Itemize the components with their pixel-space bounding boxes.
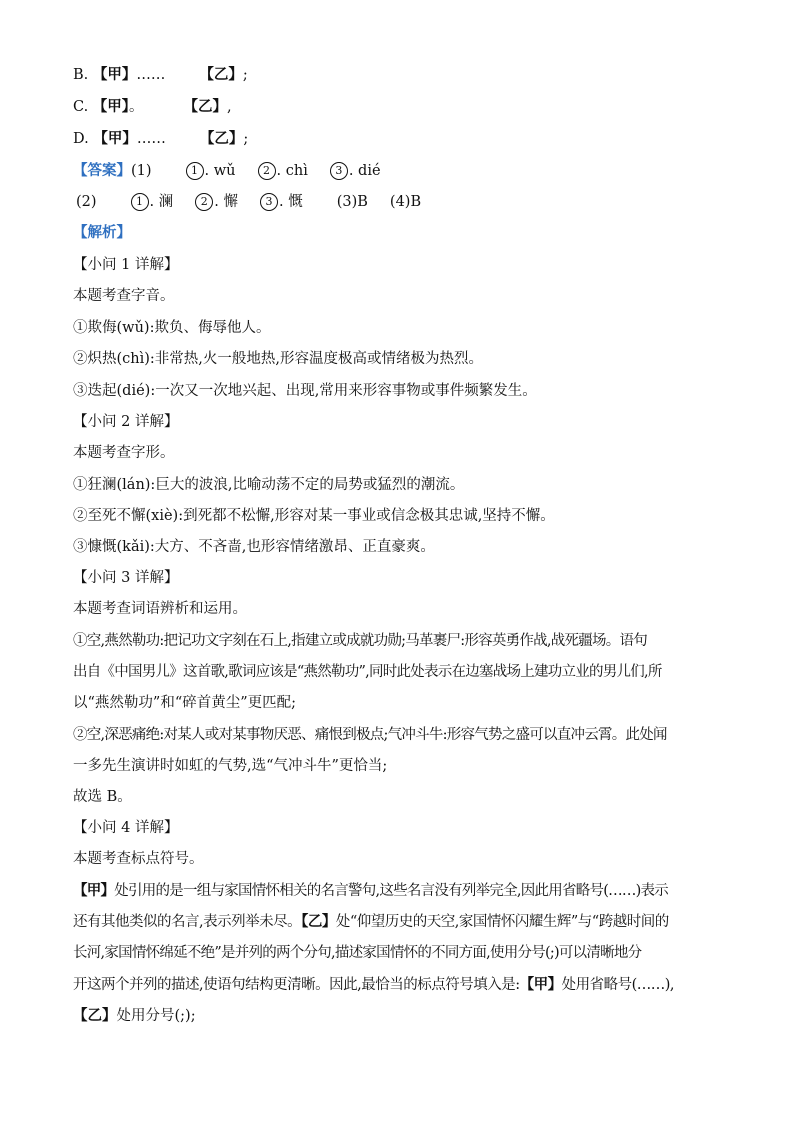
circled-number: 1	[186, 162, 204, 180]
yi-marker: 【乙】	[73, 1007, 117, 1024]
sub-question-number: (1)	[131, 163, 152, 179]
analysis-line: ③慷慨(kǎi):大方、不吝啬,也形容情绪激昂、正直豪爽。	[73, 539, 435, 555]
option-label: B.	[73, 67, 93, 83]
answer-line-2	[76, 192, 421, 212]
analysis-text: 处“仰望历史的天空,家国情怀闪耀生辉”与“跨越时间的	[335, 914, 669, 930]
analysis-line: ③迭起(dié):一次又一次地兴起、出现,常用来形容事物或事件频繁发生。	[73, 383, 537, 399]
option-b	[73, 65, 248, 85]
answer-item: . wǔ	[204, 163, 236, 179]
analysis-line: ②空,深恶痛绝:对某人或对某事物厌恶、痛恨到极点;气冲斗牛:形容气势之盛可以直冲云霄。此处闻	[73, 727, 667, 743]
answer-item: . 澜	[149, 194, 174, 210]
analysis-line: ①欺侮(wǔ):欺负、侮辱他人。	[73, 320, 271, 336]
jia-marker: 【甲】	[92, 98, 130, 115]
option-mark: ……	[136, 131, 166, 147]
option-mark: ……	[136, 67, 166, 83]
answer-item: . 慨	[278, 194, 303, 210]
answer-item: . dié	[348, 163, 381, 179]
jia-marker: 【甲】	[92, 66, 137, 83]
analysis-line	[73, 1006, 196, 1026]
answer-item: (3)B	[336, 194, 368, 210]
option-label: C.	[73, 99, 93, 115]
section-intro: 本题考查字形。	[73, 445, 175, 461]
analysis-text: 处用省略号(……),	[561, 977, 675, 993]
yi-marker: 【乙】	[301, 913, 336, 930]
yi-marker: 【乙】	[183, 98, 228, 115]
option-d	[73, 129, 248, 149]
analysis-text: 处引用的是一组与家国情怀相关的名言警句,这些名言没有列举完全,因此用省略号(……)表示	[114, 883, 669, 899]
option-label: D.	[73, 131, 94, 147]
section-title: 【小问 2 详解】	[73, 414, 179, 430]
section-title: 【小问 4 详解】	[73, 820, 179, 836]
analysis-line: 长河,家国情怀绵延不绝”是并列的两个分句,描述家国情怀的不同方面,使用分号(;)可以清晰地分	[73, 945, 642, 961]
circled-number: 2	[258, 162, 276, 180]
analysis-line: 一多先生演讲时如虹的气势,选“气冲斗牛”更恰当;	[73, 758, 388, 774]
analysis-line: ②炽热(chì):非常热,火一般地热,形容温度极高或情绪极为热烈。	[73, 351, 484, 367]
circled-number: 3	[330, 162, 348, 180]
circled-number: 1	[131, 193, 149, 211]
analysis-label: 【解析】	[73, 224, 131, 241]
analysis-line: ②至死不懈(xiè):到死都不松懈,形容对某一事业或信念极其忠诚,坚持不懈。	[73, 508, 555, 524]
option-mark: ;	[242, 67, 248, 83]
yi-marker: 【乙】	[199, 130, 244, 147]
section-intro: 本题考查标点符号。	[73, 851, 204, 867]
section-title: 【小问 1 详解】	[73, 257, 179, 273]
analysis-text: 还有其他类似的名言,表示列举未尽。	[73, 914, 302, 930]
jia-marker: 【甲】	[93, 130, 137, 147]
analysis-text: 开这两个并列的描述,使语句结构更清晰。因此,最恰当的标点符号填入是:	[73, 977, 520, 993]
answer-item: . 懈	[214, 194, 238, 210]
analysis-line: 以“燕然勒功”和“碎首黄尘”更匹配;	[73, 695, 297, 711]
jia-marker: 【甲】	[73, 882, 115, 899]
analysis-line: 出自《中国男儿》这首歌,歌词应该是“燕然勒功”,同时此处表示在边塞战场上建功立业的男儿们,所	[73, 664, 662, 680]
analysis-line	[73, 912, 669, 932]
analysis-line	[73, 881, 668, 901]
circled-number: 2	[195, 193, 213, 211]
answer-label: 【答案】	[73, 162, 131, 179]
circled-number: 3	[260, 193, 278, 211]
answer-line-1	[73, 161, 381, 181]
section-intro: 本题考查词语辨析和运用。	[73, 601, 247, 617]
jia-marker: 【甲】	[519, 976, 562, 993]
analysis-conclusion: 故选 B。	[73, 789, 132, 805]
yi-marker: 【乙】	[199, 66, 243, 83]
answer-item: . chì	[276, 163, 308, 179]
option-c	[73, 97, 232, 117]
answer-item: (4)B	[389, 194, 422, 210]
analysis-line: ①空,燕然勒功:把记功文字刻在石上,指建立或成就功勋;马革裹尸:形容英勇作战,战死疆场。语句	[73, 633, 647, 649]
option-mark: 。	[129, 99, 144, 115]
analysis-line	[73, 975, 674, 995]
section-title: 【小问 3 详解】	[73, 570, 179, 586]
analysis-line: ①狂澜(lán):巨大的波浪,比喻动荡不定的局势或猛烈的潮流。	[73, 477, 465, 493]
sub-question-number: (2)	[76, 194, 97, 210]
option-mark: ;	[243, 131, 249, 147]
analysis-text: 处用分号(;);	[116, 1008, 196, 1024]
option-mark: ,	[227, 99, 232, 115]
section-intro: 本题考查字音。	[73, 288, 175, 304]
